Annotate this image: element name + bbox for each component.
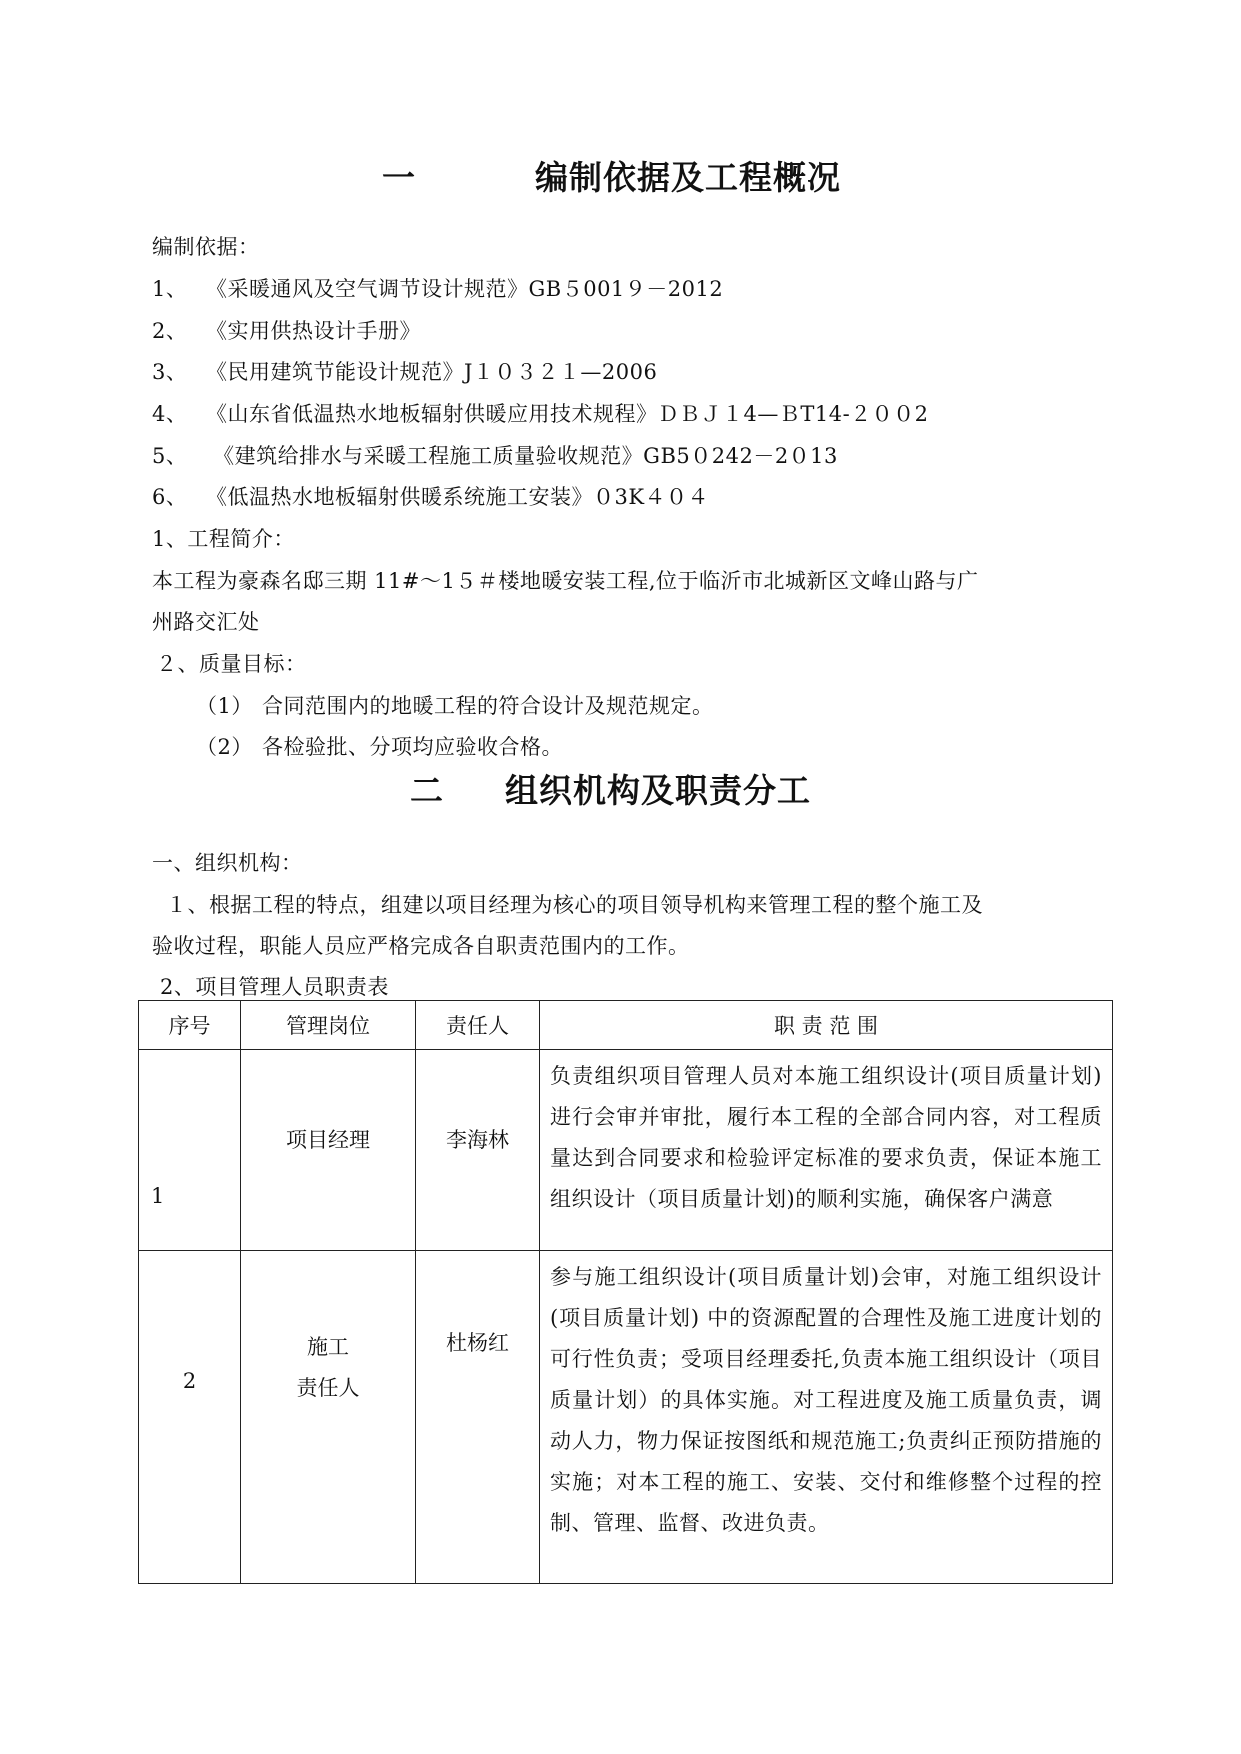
basis-item (152, 273, 723, 303)
table-row (139, 1251, 1113, 1584)
duty-table (138, 1000, 1113, 1584)
basis-item-number: 3、 (152, 360, 188, 384)
quality-item (196, 690, 714, 720)
row-person-text: 李海林 (446, 1128, 509, 1152)
section1-title: 编制依据及工程概况 (535, 158, 841, 197)
header-post: 管理岗位 (241, 1001, 416, 1050)
basis-item (152, 356, 657, 386)
row-post-text: 责任人 (296, 1376, 360, 1400)
basis-item-text: 《低温热水地板辐射供暖系统施工安装》０3K４０４ (206, 485, 710, 509)
section1-number: 一 (382, 158, 416, 197)
row-no-text: 2 (182, 1369, 197, 1393)
overview-heading: 1、工程简介： (152, 527, 295, 551)
row-duty-text: 参与施工组织设计(项目质量计划)会审，对施工组织设计(项目质量计划) 中的资源配置的合理性及施工进度计划的可行性负责；受项目经理委托,负责本施工组织设计（项目质量计划）的具体实施。对工程进度及施工质量负责，调动人力，物力保证按图纸和规范施工;负责纠正预防措施的实施；对本工程的施工、安装、交付和维修整个过程的控制、管理、监督、改进负责。 (550, 1265, 1102, 1535)
row-no-text: 1 (151, 1184, 165, 1208)
row-post (241, 1251, 416, 1584)
table-caption: 2、项目管理人员职责表 (160, 975, 389, 999)
row-post (241, 1050, 416, 1251)
row-post-text: 施工 (307, 1335, 349, 1359)
basis-item-text: 《民用建筑节能设计规范》J１０３２１—2006 (206, 360, 658, 384)
overview-text: 本工程为豪森名邸三期 11#～1５＃楼地暖安装工程,位于临沂市北城新区文峰山路与广 (152, 569, 979, 593)
basis-item (152, 440, 838, 470)
basis-item (152, 398, 929, 428)
row-no (139, 1251, 241, 1584)
section2-title: 组织机构及职责分工 (505, 771, 811, 810)
table-row (139, 1050, 1113, 1251)
basis-item-number: 2、 (152, 319, 188, 343)
row-post-text: 项目经理 (286, 1128, 370, 1152)
row-person (416, 1050, 540, 1251)
header-person: 责任人 (416, 1001, 540, 1050)
row-person-text: 杜杨红 (446, 1331, 509, 1355)
quality-item-text: 合同范围内的地暖工程的符合设计及规范规定。 (262, 694, 714, 718)
quality-item (196, 731, 563, 761)
header-duty: 职 责 范 围 (540, 1001, 1113, 1050)
quality-item-text: 各检验批、分项均应验收合格。 (262, 735, 563, 759)
row-duty (540, 1050, 1113, 1251)
org-paragraph: １、根据工程的特点，组建以项目经理为核心的项目领导机构来管理工程的整个施工及 (166, 893, 983, 917)
basis-item (152, 481, 709, 511)
basis-item-number: 6、 (152, 485, 188, 509)
basis-item (152, 315, 421, 345)
quality-item-number: （1） (196, 694, 253, 718)
quality-item-number: （2） (196, 735, 253, 759)
basis-item-text: 《建筑给排水与采暖工程施工质量验收规范》GB5０242－2０13 (206, 444, 838, 468)
org-heading: 一、组织机构： (152, 851, 303, 875)
basis-item-number: 4、 (152, 402, 188, 426)
section2-number: 二 (410, 771, 444, 810)
row-duty (540, 1251, 1113, 1584)
row-person (416, 1251, 540, 1584)
org-paragraph: 验收过程，职能人员应严格完成各自职责范围内的工作。 (152, 934, 690, 958)
table-header-row (139, 1001, 1113, 1050)
basis-item-number: 5、 (152, 444, 188, 468)
row-duty-text: 负责组织项目管理人员对本施工组织设计(项目质量计划)进行会审并审批，履行本工程的全部合同内容，对工程质量达到合同要求和检验评定标准的要求负责，保证本施工组织设计（项目质量计划)的顺利实施，确保客户满意 (550, 1064, 1102, 1211)
basis-item-text: 《山东省低温热水地板辐射供暖应用技术规程》ＤＢＪ１4—ＢT14-２００2 (206, 402, 929, 426)
overview-text: 州路交汇处 (152, 610, 260, 634)
basis-heading: 编制依据： (152, 235, 260, 259)
row-no (139, 1050, 241, 1251)
basis-item-text: 《采暖通风及空气调节设计规范》GB５001９－2012 (206, 277, 724, 301)
basis-item-number: 1、 (152, 277, 188, 301)
basis-item-text: 《实用供热设计手册》 (206, 319, 421, 343)
quality-heading: ２、质量目标： (156, 652, 307, 676)
header-no: 序号 (139, 1001, 241, 1050)
